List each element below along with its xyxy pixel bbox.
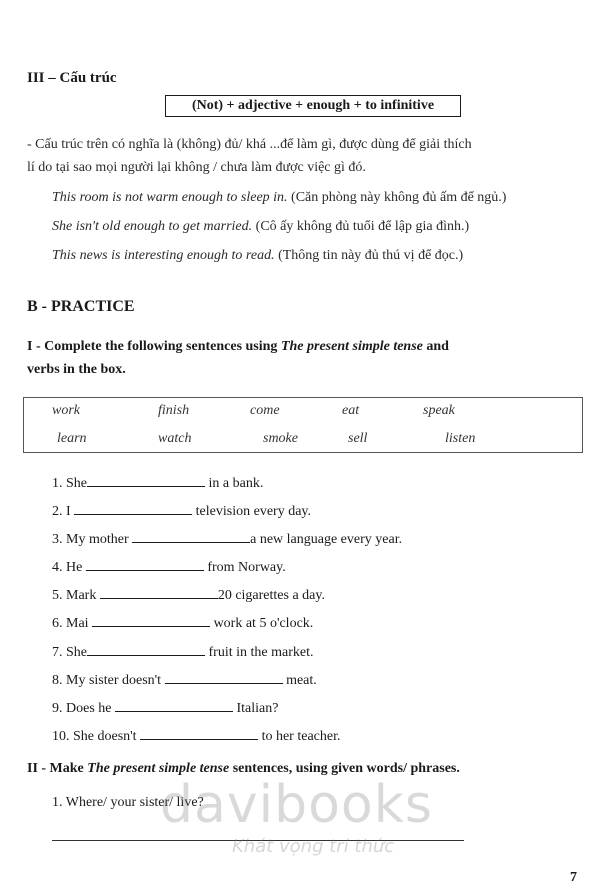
sentence-text: He [66, 560, 86, 575]
practice-heading: B - PRACTICE [27, 298, 135, 315]
example-2 [52, 219, 469, 235]
sentence-9 [52, 698, 278, 717]
sentence-1 [52, 473, 263, 492]
sentence-text: Italian? [233, 701, 279, 716]
sentence-text: meat. [282, 673, 317, 688]
word-box [23, 397, 583, 453]
sentence-text: a new language every year. [250, 532, 403, 547]
sentence-number: 3. [52, 532, 63, 547]
answer-blank[interactable] [74, 501, 192, 515]
example-2-vi: (Cô ấy không đủ tuổi để lập gia đình.) [252, 219, 470, 234]
explanation-line-2: lí do tại sao mọi người lại không / chưa làm được việc gì đó. [27, 160, 366, 175]
sentence-text: She [66, 476, 87, 491]
sentence-number: 10. [52, 729, 70, 744]
answer-blank[interactable] [115, 698, 233, 712]
sentence-5 [52, 585, 325, 604]
example-3 [52, 248, 463, 264]
sentence-text: work at 5 o'clock. [210, 616, 314, 631]
sentence-text: in a bank. [205, 476, 264, 491]
sentence-text: I [66, 504, 75, 519]
watermark-tagline: Khát vọng tri thức [232, 836, 395, 857]
example-1-en: This room is not warm enough to sleep in. [52, 190, 288, 205]
sentence-text: to her teacher. [258, 729, 341, 744]
sentence-text: from Norway. [203, 560, 286, 575]
sentence-number: 6. [52, 616, 63, 631]
word: sell [348, 431, 368, 446]
example-1 [52, 190, 506, 206]
page-number: 7 [570, 870, 577, 885]
sentence-text: My sister doesn't [66, 673, 165, 688]
task-2-prefix: II - Make [27, 761, 88, 776]
task-1-heading-line-2: verbs in the box. [27, 362, 126, 377]
example-3-vi: (Thông tin này đủ thú vị để đọc.) [274, 248, 464, 263]
word: watch [158, 431, 192, 446]
sentence-8 [52, 670, 317, 689]
sentence-text: Mark [66, 588, 100, 603]
task-2-tense: The present simple tense [87, 761, 230, 776]
watermark-logo: davibooks [160, 775, 433, 835]
sentence-10 [52, 726, 340, 745]
task-2-item-1: 1. Where/ your sister/ live? [52, 795, 204, 810]
sentence-4 [52, 557, 286, 576]
answer-blank[interactable] [165, 670, 283, 684]
example-3-en: This news is interesting enough to read. [52, 248, 275, 263]
answer-blank[interactable] [86, 557, 204, 571]
sentence-text: She [66, 645, 87, 660]
sentence-text: 20 cigarettes a day. [217, 588, 325, 603]
sentence-number: 4. [52, 560, 63, 575]
sentence-number: 8. [52, 673, 63, 688]
word: come [250, 403, 280, 418]
answer-blank[interactable] [132, 529, 250, 543]
sentence-number: 9. [52, 701, 63, 716]
sentence-number: 7. [52, 645, 63, 660]
answer-blank[interactable] [87, 642, 205, 656]
sentence-number: 2. [52, 504, 63, 519]
formula-box: (Not) + adjective + enough + to infinitive [165, 95, 461, 117]
answer-blank[interactable] [92, 613, 210, 627]
sentence-text: Does he [66, 701, 115, 716]
word: speak [423, 403, 455, 418]
task-1-tense: The present simple tense [280, 339, 423, 354]
section-title: III – Cấu trúc [27, 70, 117, 86]
task-1-heading [27, 339, 449, 355]
answer-blank[interactable] [100, 585, 218, 599]
example-2-en: She isn't old enough to get married. [52, 219, 253, 234]
word: eat [342, 403, 360, 418]
word: learn [57, 431, 87, 446]
sentence-text: She doesn't [73, 729, 141, 744]
task-2-suffix: sentences, using given words/ phrases. [229, 761, 460, 776]
sentence-3 [52, 529, 402, 548]
answer-blank[interactable] [87, 473, 205, 487]
explanation-line-1: - Cấu trúc trên có nghĩa là (không) đủ/ khá ...để làm gì, được dùng để giải thích [27, 137, 472, 152]
word: listen [445, 431, 476, 446]
sentence-text: Mai [66, 616, 93, 631]
example-1-vi: (Căn phòng này không đủ ấm để ngủ.) [287, 190, 507, 205]
word: finish [158, 403, 190, 418]
sentence-text: television every day. [192, 504, 312, 519]
sentence-number: 5. [52, 588, 63, 603]
word: work [52, 403, 80, 418]
task-1-prefix: I - Complete the following sentences using [27, 339, 281, 354]
sentence-6 [52, 613, 313, 632]
sentence-number: 1. [52, 476, 63, 491]
sentence-7 [52, 642, 313, 661]
sentence-2 [52, 501, 311, 520]
task-1-suffix: and [422, 339, 449, 354]
sentence-text: fruit in the market. [205, 645, 314, 660]
sentence-text: My mother [66, 532, 133, 547]
word: smoke [263, 431, 298, 446]
answer-blank[interactable] [140, 726, 258, 740]
